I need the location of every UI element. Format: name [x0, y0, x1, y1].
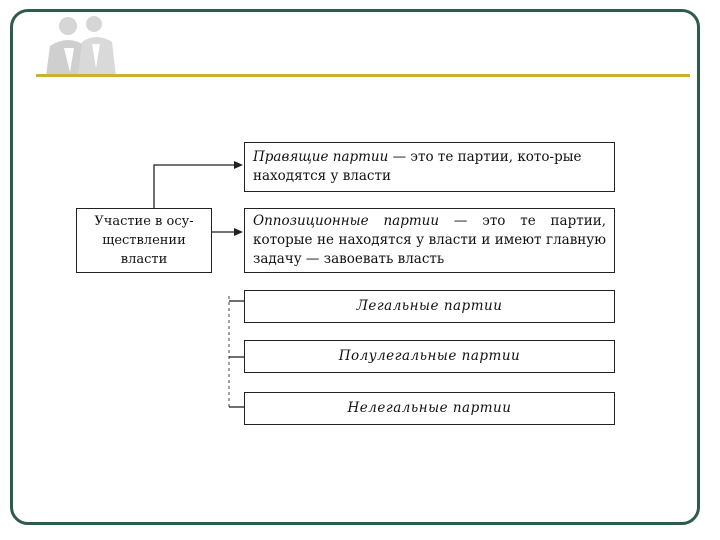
- semi-legal-parties-box: [244, 340, 615, 373]
- ruling-parties-definition: — это те партии, кото-рые находятся у власти: [253, 149, 582, 184]
- ruling-parties-term: Правящие партии: [253, 149, 389, 165]
- illegal-parties-box: [244, 392, 615, 425]
- legal-parties-box: [244, 290, 615, 323]
- semi-legal-parties-label: Полулегальные партии: [338, 348, 521, 364]
- opposition-parties-term: Оппозиционные партии: [253, 213, 440, 229]
- power-participation-label: Участие в осу-ществлении власти: [94, 214, 194, 267]
- power-participation-box: [76, 208, 212, 273]
- legal-parties-label: Легальные партии: [356, 298, 503, 314]
- opposition-parties-box: [244, 208, 615, 273]
- ruling-parties-box: [244, 142, 615, 192]
- opposition-parties-definition: — это те партии, которые не находятся у власти и имеют главную задачу — завоевать власть: [253, 213, 606, 267]
- illegal-parties-label: Нелегальные партии: [347, 400, 512, 416]
